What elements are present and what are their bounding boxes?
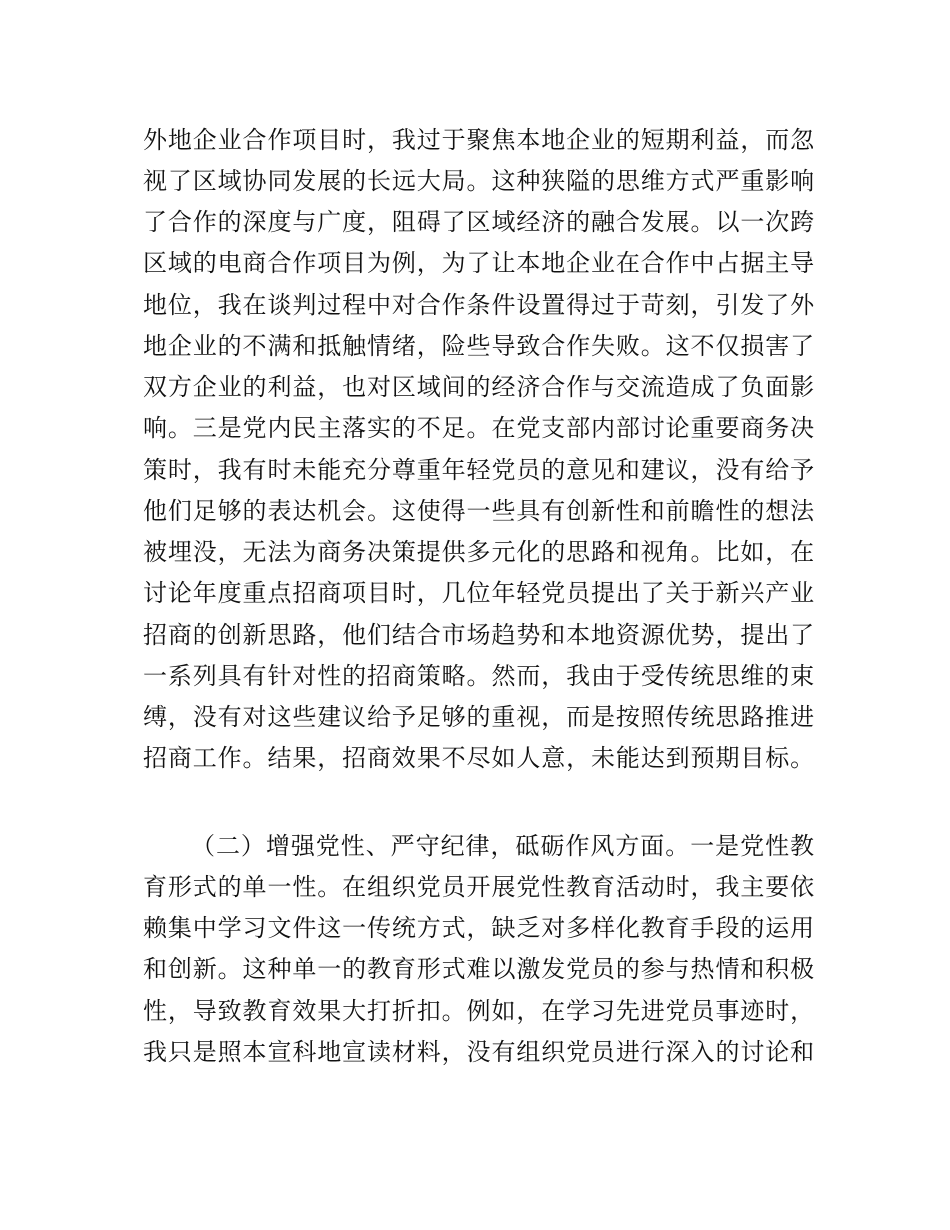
text-line: 被埋没，无法为商务决策提供多元化的思路和视角。比如，在: [143, 538, 815, 566]
text-line: 缚，没有对这些建议给予足够的重视，而是按照传统思路推进: [143, 703, 815, 731]
text-line: 性，导致教育效果大打折扣。例如，在学习先进党员事迹时，: [143, 997, 815, 1025]
text-line: 一系列具有针对性的招商策略。然而，我由于受传统思维的束: [143, 662, 815, 690]
text-line: 地位，我在谈判过程中对合作条件设置得过于苛刻，引发了外: [143, 291, 815, 319]
text-line: （二）增强党性、严守纪律，砥砺作风方面。一是党性教: [191, 832, 815, 860]
text-line: 赖集中学习文件这一传统方式，缺乏对多样化教育手段的运用: [143, 914, 815, 942]
text-line: 招商工作。结果，招商效果不尽如人意，未能达到预期目标。: [143, 744, 815, 772]
text-line: 我只是照本宣科地宣读材料，没有组织党员进行深入的讨论和: [143, 1038, 815, 1066]
text-line: 育形式的单一性。在组织党员开展党性教育活动时，我主要依: [143, 873, 815, 901]
text-line: 讨论年度重点招商项目时，几位年轻党员提出了关于新兴产业: [143, 579, 815, 607]
text-line: 策时，我有时未能充分尊重年轻党员的意见和建议，没有给予: [143, 456, 815, 484]
text-line: 了合作的深度与广度，阻碍了区域经济的融合发展。以一次跨: [143, 208, 815, 236]
text-line: 招商的创新思路，他们结合市场趋势和本地资源优势，提出了: [143, 621, 815, 649]
text-line: 他们足够的表达机会。这使得一些具有创新性和前瞻性的想法: [143, 497, 815, 525]
text-line: 视了区域协同发展的长远大局。这种狭隘的思维方式严重影响: [143, 167, 815, 195]
text-line: 和创新。这种单一的教育形式难以激发党员的参与热情和积极: [143, 955, 815, 983]
text-line: 响。三是党内民主落实的不足。在党支部内部讨论重要商务决: [143, 414, 815, 442]
text-line: 地企业的不满和抵触情绪，险些导致合作失败。这不仅损害了: [143, 332, 815, 360]
text-line: 双方企业的利益，也对区域间的经济合作与交流造成了负面影: [143, 373, 815, 401]
text-line: 外地企业合作项目时，我过于聚焦本地企业的短期利益，而忽: [143, 126, 815, 154]
text-line: 区域的电商合作项目为例，为了让本地企业在合作中占据主导: [143, 249, 815, 277]
